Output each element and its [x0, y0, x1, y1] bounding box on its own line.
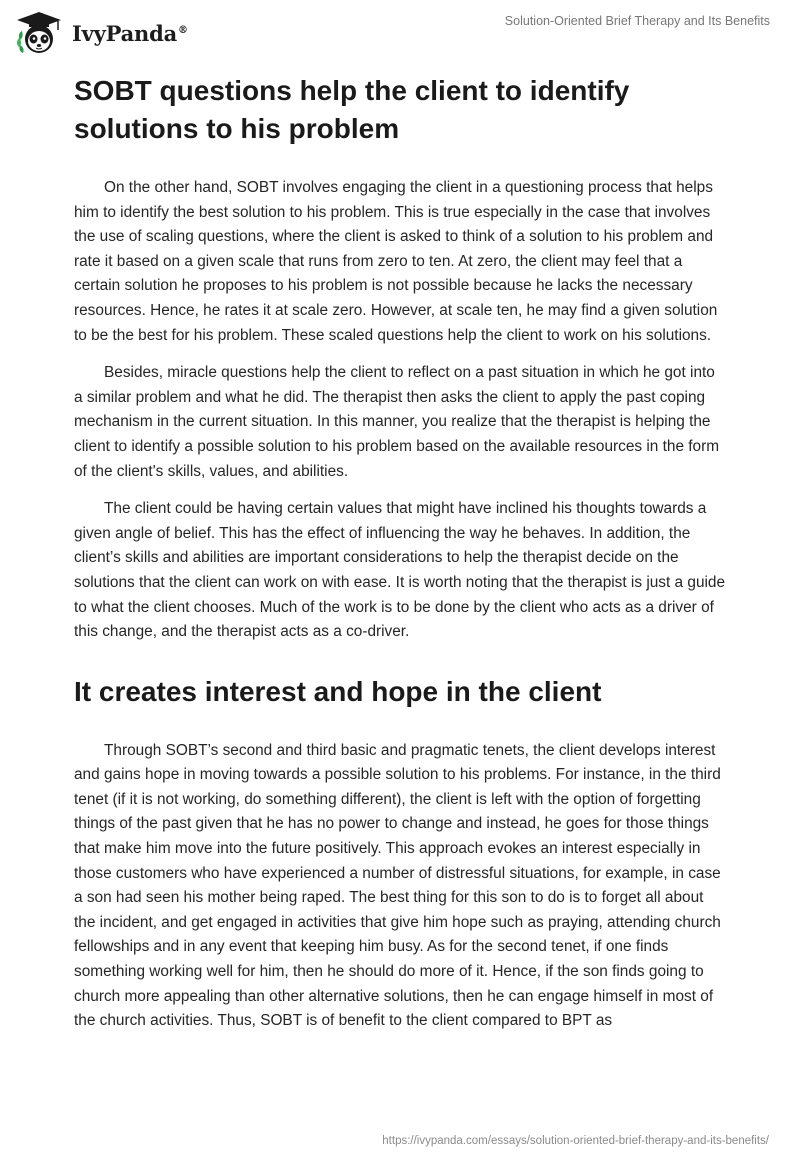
page-header	[0, 0, 800, 70]
document-title: Solution-Oriented Brief Therapy and Its Benefits	[504, 14, 770, 28]
paragraph: Besides, miracle questions help the client to reflect on a past situation in which he got into a similar problem and what he did. The therapist then asks the client to apply the past coping mechanism in the current situation. In this manner, you realize that the therapist is helping the client to identify a possible solution to his problem based on the available resources in the form of the client's skills, values, and abilities.	[74, 364, 720, 480]
registered-mark: ®	[178, 24, 188, 36]
ivypanda-logo[interactable]	[14, 10, 188, 56]
source-url[interactable]: https://ivypanda.com/essays/solution-oriented-brief-therapy-and-its-benefits/	[382, 1135, 769, 1147]
paragraph: The client could be having certain values that might have inclined his thoughts towards a given angle of belief. This has the effect of influencing the way he behaves. In addition, the client’s skills and abilities are important considerations to help the therapist decide on the solutions that the client can work on with ease. It is worth noting that the therapist is just a guide to what the client chooses. Much of the work is to be done by the client who acts as a driver of this change, and the therapist acts as a co-driver.	[74, 500, 726, 641]
paragraph: On the other hand, SOBT involves engaging the client in a questioning process that helps him to identify the best solution to his problem. This is true especially in the case that involves the use of scaling questions, where the client is asked to think of a solution to his problem and rate it based on a given scale that runs from zero to ten. At zero, the client may feel that a certain solution he proposes to his problem is not possible because he lacks the necessary resources. Hence, he rates it at scale zero. However, at scale ten, he may find a given solution to be the best for his problem. These scaled questions help the client to work on his solutions.	[74, 179, 718, 344]
paragraph: Through SOBT’s second and third basic and pragmatic tenets, the client develops interest and gains hope in moving towards a possible solution to his problems. For instance, in the third tenet (if it is not working, do something different), the client is left with the option of forgetting things of the past given that he has no power to change and instead, he goes for those things that make him move into the future positively. This approach evokes an interest especially in those customers who have experienced a number of distressful situations, for example, in case a son had seen his mother being raped. The best thing for this son to do is to forget all about the incident, and get engaged in activities that give him hope such as praying, attending church fellowships and in any event that keeping him busy. As for the second tenet, if one finds something working well for him, then he should do more of it. Hence, if the son finds going to church more appealing than other alternative solutions, then he can engage himself in most of the church activities. Thus, SOBT is of benefit to the client compared to BPT as	[74, 741, 721, 1030]
logo-text: IvyPanda®	[72, 20, 188, 46]
section-heading: SOBT questions help the client to identify solutions to his problem	[74, 75, 630, 144]
article-body	[74, 72, 726, 1034]
panda-graduate-icon	[14, 10, 64, 56]
section-heading: It creates interest and hope in the client	[74, 675, 602, 707]
